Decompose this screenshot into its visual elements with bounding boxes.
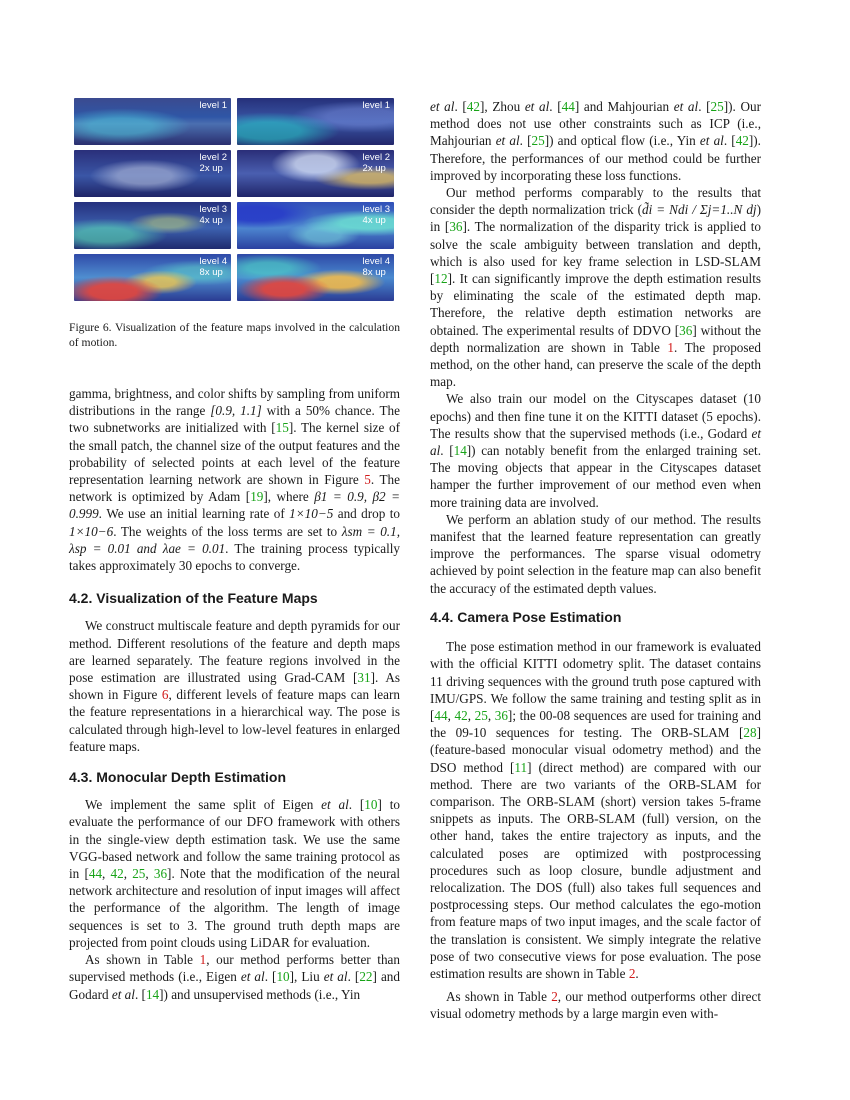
panel-sublabel: 4x up [362, 215, 386, 226]
panel-label: level 3 [362, 204, 390, 215]
paragraph-depth-split: We implement the same split of Eigen et al. [10] to evaluate the performance of our DFO framework with others in the single-view depth estimation task. We use the same VGG-based network and follow the same training protocol as in [44, 42, 25, 36]. Note that the modification of the neural network architecture and resolution of input images will affect the performance of the algorithm. The length of image sequences is set to 3. The ground truth depth maps are projected from point clouds using LiDAR for evaluation. [69, 797, 400, 950]
panel-sublabel: 2x up [362, 163, 386, 174]
citation-link[interactable]: 25 [132, 866, 146, 882]
panel-sublabel: 4x up [199, 215, 223, 226]
table-link[interactable]: 1 [667, 339, 674, 355]
panel-sublabel: 8x up [199, 267, 223, 278]
citation-link[interactable]: 11 [514, 759, 528, 775]
citation-link[interactable]: 14 [453, 443, 467, 459]
panel-label: level 2 [199, 152, 227, 163]
paragraph-pose-estimation: The pose estimation method in our framework is evaluated with the official KITTI odometry split. The dataset contains 11 driving sequences with the ground truth pose captured with IMU/GPS. We follow the same training and testing split as in [44, 42, 25, 36]; the 00-08 sequences are used for training and the 09-10 sequences for testing. The ORB-SLAM [28] (feature-based monocular visual odometry method) and the DSO method [11] (direct method) are compared with our method. There are two variants of the ORB-SLAM for comparison. The ORB-SLAM (short) version takes 5-frame snippets as inputs. The ORB-SLAM (full) version, on the other hand, takes the entire trajectory as inputs, and the calculated poses are optimized with postprocessing procedures such as loop closure, bundle adjustment and relocalization. The DOS (full) also takes full sequences and postprocessing steps. Our method calculates the ego-motion from feature maps of two input images, and the scale factor of the translation is consistent. We simply integrate the relative pose of two consecutive views for pose evaluation. The pose estimation results are shown in Table 2. [430, 639, 761, 981]
citation-link[interactable]: 31 [357, 670, 371, 686]
citation-link[interactable]: 14 [145, 986, 160, 1002]
citation-link[interactable]: 44 [88, 866, 103, 882]
section-heading-4-4: 4.4. Camera Pose Estimation [430, 608, 622, 625]
citation-link[interactable]: 15 [275, 420, 289, 436]
feature-map-panel [237, 150, 394, 197]
figure-link[interactable]: 5 [364, 472, 371, 488]
feature-map-panel [74, 98, 231, 145]
citation-link[interactable]: 22 [359, 969, 373, 985]
citation-link[interactable]: 42 [454, 707, 468, 723]
citation-link[interactable]: 36 [449, 219, 463, 235]
citation-link[interactable]: 19 [250, 489, 264, 505]
citation-link[interactable]: 36 [153, 866, 168, 882]
panel-sublabel: 2x up [199, 163, 223, 174]
paragraph-feature-maps: We construct multiscale feature and depth pyramids for our method. Different resolutions of the feature and depth maps are learned separately. The feature regions involved in the pose estimation are illustrated using Grad-CAM [31]. As shown in Figure 6, different levels of feature maps can learn the feature representations in a hierarchical way. The pose is calculated through high-level to low-level features in enlarged feature maps. [69, 618, 400, 754]
figure-link[interactable]: 6 [161, 687, 169, 703]
citation-link[interactable]: 44 [434, 707, 448, 723]
panel-label: level 4 [199, 256, 227, 267]
paragraph-ablation: We perform an ablation study of our method. The results manifest that the learned feature representation can greatly improve the performances. The sparse visual odometry achieved by point selection in the feature map can also benefit the accuracy of the estimated depth values. [430, 511, 761, 596]
feature-map-panel [74, 150, 231, 197]
feature-map-panel [74, 202, 231, 249]
paragraph-table1-results: As shown in Table 1, our method performs better than supervised methods (i.e., Eigen et al. [10], Liu et al. [22] and Godard et al. [14]) and unsupervised methods (i.e., Yin [69, 952, 400, 1002]
feature-map-panel [237, 254, 394, 301]
feature-map-panel [237, 202, 394, 249]
panel-sublabel: 8x up [362, 267, 386, 278]
citation-link[interactable]: 44 [561, 99, 575, 114]
section-heading-4-2: 4.2. Visualization of the Feature Maps [69, 590, 318, 607]
citation-link[interactable]: 36 [494, 707, 508, 723]
figure-6 [74, 98, 394, 300]
citation-link[interactable]: 25 [474, 707, 488, 723]
paragraph-constraints: et al. [42], Zhou et al. [44] and Mahjourian et al. [25]). Our method does not use other constraints such as ICP (i.e., Mahjourian et al. [25]) and optical flow (i.e., Yin et al. [42]). Therefore, the performances of our method could be further improved by incorporating these loss functions. [430, 99, 761, 183]
feature-map-panel [74, 254, 231, 301]
figure-6-caption: Figure 6. Visualization of the feature maps involved in the calculation of motion. [69, 321, 400, 349]
panel-label: level 1 [362, 100, 390, 111]
citation-link[interactable]: 12 [434, 271, 448, 287]
table-link[interactable]: 1 [199, 952, 207, 968]
citation-link[interactable]: 25 [710, 99, 724, 114]
panel-label: level 3 [199, 204, 227, 215]
citation-link[interactable]: 10 [276, 969, 290, 985]
right-column [430, 98, 761, 1023]
panel-label: level 4 [362, 256, 390, 267]
paragraph-cityscapes: We also train our model on the Cityscapes dataset (10 epochs) and then fine tune it on the KITTI dataset (5 epochs). The results show that the supervised methods (i.e., Godard et al. [14]) can notably benefit from the enlarged training set. The moving objects that appear in the Cityscapes dataset hamper the further improvement of our method even when more training data are involved. [430, 391, 761, 510]
section-heading-4-3: 4.3. Monocular Depth Estimation [69, 769, 287, 786]
left-column [69, 98, 400, 1003]
paragraph-depth-normalization: Our method performs comparably to the results that consider the depth normalization trick (d̃i = Ndi / Σj=1..N dj) in [36]. The normalization of the disparity trick is applied to solve the scale ambiguity between translation and depth, which is also used for key frame selection in LSD-SLAM [12]. It can significantly improve the depth estimation results by eliminating the scale of the estimated depth map. Therefore, the relative depth estimation networks are obtained. The experimental results of DDVO [36] without the depth normalization are shown in Table 1. The proposed method, on the other hand, can preserve the scale of the depth map. [430, 185, 761, 390]
citation-link[interactable]: 42 [735, 133, 749, 149]
paragraph-table2-results: As shown in Table 2, our method outperforms other direct visual odometry methods by a large margin even with- [430, 989, 761, 1022]
normalization-formula: d̃i = Ndi / Σj=1..N dj [641, 202, 757, 218]
citation-link[interactable]: 25 [531, 133, 545, 149]
paragraph-training-details: gamma, brightness, and color shifts by sampling from uniform distributions in the range [0.9, 1.1] with a 50% chance. The two subnetworks are initialized with [15]. The kernel size of the small patch, the channel size of the output features and the probability of selected points at each level of the feature representation learning network are shown in Figure 5. The network is optimized by Adam [19], where β1 = 0.9, β2 = 0.999. We use an initial learning rate of 1×10−5 and drop to 1×10−6. The weights of the loss terms are set to λsm = 0.1, λsp = 0.01 and λae = 0.01. The training process typically takes approximately 30 epochs to converge. [69, 386, 401, 574]
feature-map-panel [237, 98, 394, 145]
citation-link[interactable]: 42 [466, 99, 480, 114]
panel-label: level 1 [199, 100, 227, 111]
citation-link[interactable]: 36 [679, 322, 693, 338]
panel-label: level 2 [362, 152, 390, 163]
table-link[interactable]: 2 [551, 989, 558, 1005]
citation-link[interactable]: 42 [110, 866, 124, 882]
citation-link[interactable]: 28 [743, 725, 757, 741]
table-link[interactable]: 2 [628, 965, 636, 981]
citation-link[interactable]: 10 [364, 797, 378, 813]
